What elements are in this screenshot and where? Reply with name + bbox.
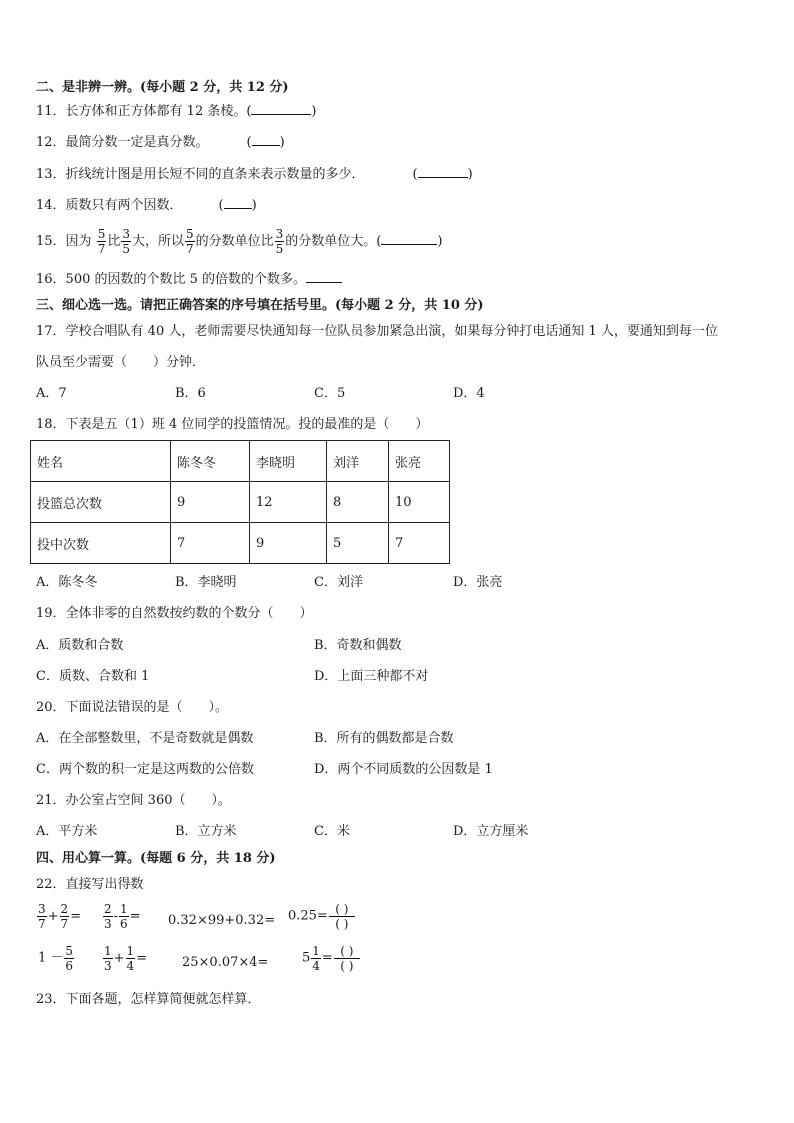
answer-blank[interactable] [418,165,468,178]
question-text: 14．质数只有两个因数． [36,198,183,213]
question-19: 19．全体非零的自然数按约数的个数分（ ） [36,606,313,621]
table-cell: 李晓明 [250,441,327,482]
q18-option-a[interactable]: A．陈冬冬 [36,575,98,590]
q21-option-c[interactable]: C．米 [314,824,350,839]
section-heading-calculation: 四、用心算一算。(每题 6 分，共 18 分) [36,851,276,866]
answer-blank[interactable] [381,232,437,245]
question-text: 13．折线统计图是用长短不同的直条来表示数量的多少． [36,167,365,182]
fraction-5-7: $\frac{5}{7}$ [186,227,194,256]
open-paren: ( [218,198,224,213]
table-cell: 9 [171,482,250,523]
question-16 [36,270,342,290]
q20-option-d[interactable]: D．两个不同质数的公因数是 1 [314,762,493,777]
q20-option-c[interactable]: C．两个数的积一定是这两数的公倍数 [36,762,254,777]
table-cell: 刘洋 [327,441,389,482]
table-row [31,482,450,523]
close-paren: ) [311,104,317,119]
section-heading-multiple-choice: 三、细心选一选。请把正确答案的序号填在括号里。(每小题 2 分，共 10 分) [36,298,484,313]
table-cell: 陈冬冬 [171,441,250,482]
close-paren: ) [251,198,257,213]
question-text: 11．长方体和正方体都有 12 条棱。( [36,104,252,119]
q21-option-a[interactable]: A．平方米 [36,824,98,839]
table-cell: 姓名 [31,441,171,482]
question-13 [36,165,473,185]
calc-item-5: 1 － $\frac{5}{6}$ [38,944,74,973]
question-text: 15．因为 [36,234,92,249]
calc-item-4: 0.25= $\frac{( )}{( )}$ [288,902,356,931]
question-14 [36,196,257,216]
calc-item-2: $\frac{2}{3}$ - $\frac{1}{6}$ = [104,902,141,931]
answer-blank[interactable] [306,270,342,283]
question-18: 18．下表是五（1）班 4 位同学的投篮情况。投的最准的是（ ） [36,417,429,432]
calc-item-7: 25×0.07×4= [182,955,269,970]
table-cell: 9 [250,523,327,564]
open-paren: ( [246,135,252,150]
q19-option-a[interactable]: A．质数和合数 [36,638,124,653]
fraction-5-7: $\frac{5}{7}$ [97,227,106,256]
table-row [31,523,450,564]
answer-blank[interactable] [252,133,280,146]
question-12 [36,133,285,153]
calc-item-6: $\frac{1}{3}$ + $\frac{1}{4}$ = [104,944,148,973]
shooting-table [30,440,450,564]
table-cell: 5 [327,523,389,564]
q20-option-a[interactable]: A．在全部整数里，不是奇数就是偶数 [36,731,254,746]
q19-option-b[interactable]: B．奇数和偶数 [314,638,402,653]
q17-option-b[interactable]: B．6 [175,386,206,401]
table-cell: 投篮总次数 [31,482,171,523]
q21-option-b[interactable]: B．立方米 [175,824,237,839]
q17-option-d[interactable]: D．4 [453,386,485,401]
question-22: 22．直接写出得数 [36,877,144,892]
question-21: 21．办公室占空间 360（ ）。 [36,793,231,808]
question-11 [36,102,317,122]
fraction-3-5: $\frac{3}{5}$ [122,227,130,256]
table-row-header [31,441,450,482]
question-text: 12．最简分数一定是真分数。 [36,135,209,150]
q17-option-c[interactable]: C．5 [314,386,346,401]
fraction-3-5: $\frac{3}{5}$ [275,227,284,256]
q19-option-c[interactable]: C．质数、合数和 1 [36,669,150,684]
q17-option-a[interactable]: A．7 [36,386,67,401]
table-cell: 8 [327,482,389,523]
question-text: 16．500 的因数的个数比 5 的倍数的个数多。 [36,272,307,287]
question-17-line1: 17．学校合唱队有 40 人，老师需要尽快通知每一位队员参加紧急出演，如果每分钟打电话通知 1 人，要通知到每一位 [36,324,718,339]
table-cell: 张亮 [389,441,450,482]
question-15: 15．因为 $\frac{5}{7}$ 比 $\frac{3}{5}$ 大，所以 $\frac{5}{7}$ 的分数单位比 $\frac{3}{5}$ 的分数单位大。( ) [36,227,443,256]
table-cell: 7 [171,523,250,564]
q18-option-d[interactable]: D．张亮 [453,575,503,590]
answer-blank[interactable] [224,196,252,209]
answer-blank[interactable] [251,102,311,115]
q21-option-d[interactable]: D．立方厘米 [453,824,529,839]
q18-option-c[interactable]: C．刘洋 [314,575,363,590]
q20-option-b[interactable]: B．所有的偶数都是合数 [314,731,454,746]
open-paren: ( [412,167,418,182]
question-20: 20．下面说法错误的是（ ）。 [36,700,229,715]
table-cell: 10 [389,482,450,523]
q19-option-d[interactable]: D．上面三种都不对 [314,669,429,684]
close-paren: ) [467,167,473,182]
calc-item-3: 0.32×99+0.32= [168,913,276,928]
calc-item-8: 5 $\frac{1}{4}$ = $\frac{( )}{( )}$ [302,944,361,973]
table-cell: 12 [250,482,327,523]
close-paren: ) [279,135,285,150]
q18-option-b[interactable]: B．李晓明 [175,575,237,590]
table-cell: 7 [389,523,450,564]
question-17-line2: 队员至少需要（ ）分钟． [36,355,206,370]
calc-item-1: $\frac{3}{7}$ + $\frac{2}{7}$ = [38,902,82,931]
question-23: 23．下面各题，怎样算简便就怎样算． [36,992,261,1007]
table-cell: 投中次数 [31,523,171,564]
section-heading-true-false: 二、是非辨一辨。(每小题 2 分，共 12 分) [36,80,289,95]
